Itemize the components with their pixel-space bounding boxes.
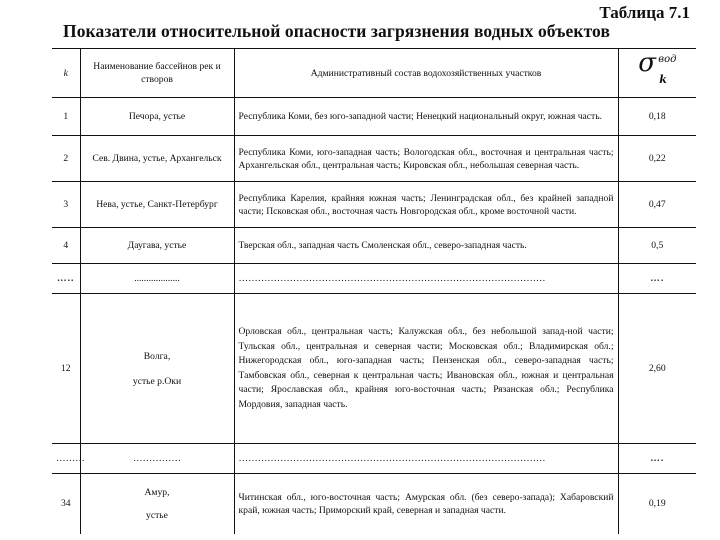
- cell-k: 34: [52, 474, 80, 534]
- basin-line: устье: [146, 509, 168, 521]
- cell-basin: [80, 294, 234, 444]
- cell-region: Тверская обл., западная часть Смоленская обл., северо-западная часть.: [234, 228, 618, 264]
- cell-value: 0,5: [618, 228, 696, 264]
- cell-value: ….: [618, 444, 696, 474]
- table-row: [52, 136, 696, 182]
- cell-k: ………: [52, 444, 80, 474]
- table-row: [52, 474, 696, 534]
- cell-basin: [80, 474, 234, 534]
- header-k: k: [52, 49, 80, 98]
- cell-value: 0,18: [618, 98, 696, 136]
- ellipsis-row: [52, 444, 696, 474]
- basin-line: устье р.Оки: [132, 375, 182, 387]
- cell-value: ….: [618, 264, 696, 294]
- cell-value: 0,22: [618, 136, 696, 182]
- header-sigma: [618, 49, 696, 98]
- cell-basin: ……………: [80, 444, 234, 474]
- cell-k: 1: [52, 98, 80, 136]
- cell-k: 3: [52, 182, 80, 228]
- table-row: [52, 228, 696, 264]
- cell-k: 2: [52, 136, 80, 182]
- table-label: Таблица 7.1: [599, 3, 690, 22]
- cell-value: 0,19: [648, 498, 666, 510]
- basin-line: Амур,: [144, 486, 170, 498]
- ellipsis-row: [52, 264, 696, 294]
- cell-region: Орловская обл., центральная часть; Калужская обл., без небольшой запад-ной части; Тульская обл., центральная и северная части; Московская обл.; Владимирская обл.; Нижегородская обл., юго-западная часть; Пензенская обл., северо-западная часть; Тамбовская обл., северная к центральная часть; Ивановская обл., южная и центральная части; Ярославская обл., крайняя юго-восточная часть; Рязанская обл.; Республика Мордовия, западная часть.: [234, 294, 618, 444]
- cell-region: Республика Коми, без юго-западной части; Ненецкий национальный округ, южная часть.: [234, 98, 618, 136]
- page-title: Показатели относительной опасности загрязнения водных объектов: [63, 21, 610, 41]
- cell-region: Читинская обл., юго-восточная часть; Амурская обл. (без северо-запада); Хабаровский край, южная часть; Приморский край, северная и западная части.: [234, 474, 618, 534]
- basin-line: Волга,: [143, 350, 171, 362]
- header-basin: Наименование бассейнов рек и створов: [80, 49, 234, 98]
- sigma-symbol: σ вод k: [638, 48, 677, 86]
- cell-basin: Сев. Двина, устье, Архангельск: [80, 136, 234, 182]
- table-row: [52, 294, 696, 444]
- cell-k: 12: [52, 294, 80, 444]
- cell-basin: Даугава, устье: [80, 228, 234, 264]
- cell-region: ……………………………………………………………………………………: [234, 264, 618, 294]
- table-row: [52, 182, 696, 228]
- cell-basin: Печора, устье: [80, 98, 234, 136]
- cell-region: Республика Карелия, крайняя южная часть; Ленинградская обл., без крайней западной части; Псковская обл., восточная часть Новгородская обл., кроме восточной части.: [234, 182, 618, 228]
- cell-k: 4: [52, 228, 80, 264]
- cell-region: ……………………………………………………………………………………: [234, 444, 618, 474]
- cell-region: Республика Коми, юго-западная часть; Вологодская обл., восточная и центральная часть; Архангельская обл., центральная часть; Кировская обл., небольшая северная часть.: [234, 136, 618, 182]
- header-region: Административный состав водохозяйственных участков: [234, 49, 618, 98]
- hazard-table: [52, 48, 696, 534]
- cell-basin: Нева, устье, Санкт-Петербург: [80, 182, 234, 228]
- table-row: [52, 98, 696, 136]
- cell-k: …..: [52, 264, 80, 294]
- table-header-row: [52, 49, 696, 98]
- cell-value: 0,47: [618, 182, 696, 228]
- cell-basin: ...................: [80, 264, 234, 294]
- cell-value: 2,60: [618, 294, 696, 444]
